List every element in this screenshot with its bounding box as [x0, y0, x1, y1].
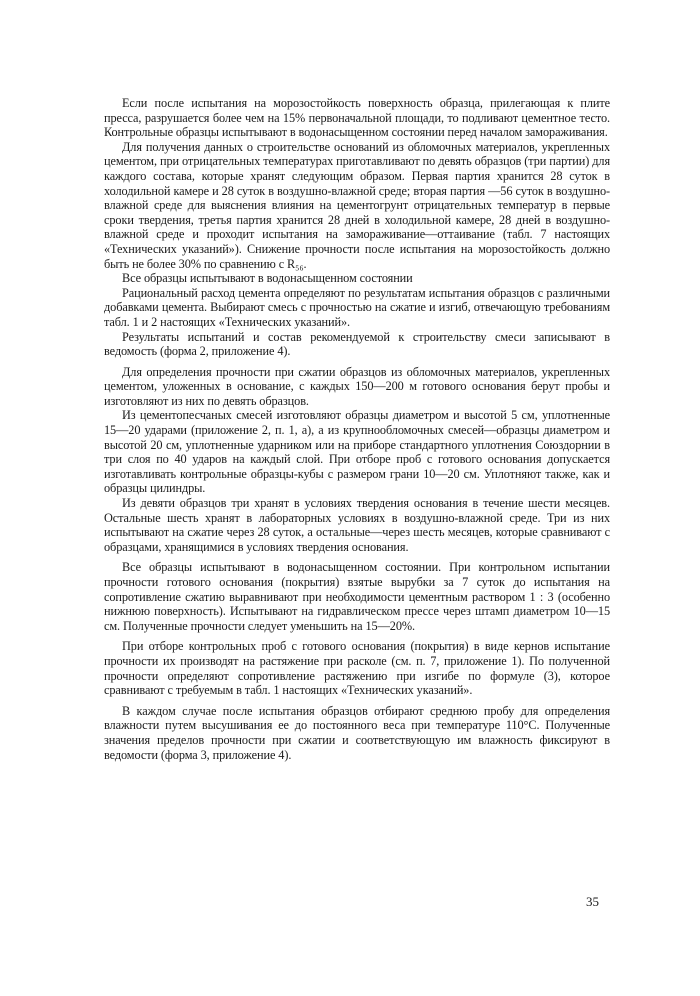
paragraph-2: Для получения данных о строительстве оснований из обломочных материалов, укрепленных цементом, при отрицательных температурах приготавливают по девять образцов (три партии) для каждого состава, которые хранят следующим образом. Первая партия хранится 28 суток в холодильной камере и 28 суток в воздушно-влажной среде; вторая партия —56 суток в воздушно-влажной среде для выяснения влияния на цементогрунт отрицательных температур в первые сроки твердения, третья партия хранится 28 дней в холодильной камере, 28 дней в воздушно-влажной среде и проходит испытания на замораживание—оттаивание (табл. 7 настоящих «Технических указаний»). Снижение прочности после испытания на морозостойкость должно быть не более 30% по сравнению с R₅₆.	[104, 139, 610, 271]
paragraph-11: В каждом случае после испытания образцов отбирают среднюю пробу для определения влажности путем высушивания ее до постоянного веса при температуре 110°С. Полученные значения пределов прочности при сжатии и соответствующую им влажность фиксируют в ведомости (форма 3, приложение 4).	[104, 703, 610, 762]
paragraph-1: Если после испытания на морозостойкость поверхность образца, прилегающая к плите пресса, разрушается более чем на 15% первоначальной площади, то подливают цементное тесто. Контрольные образцы испытывают в водонасыщенном состоянии перед началом замораживания.	[104, 96, 610, 140]
paragraph-5: Результаты испытаний и состав рекомендуемой к строительству смеси записывают в ведомость (форма 2, приложение 4).	[104, 329, 610, 359]
paragraph-4: Рациональный расход цемента определяют по результатам испытания образцов с различными добавками цемента. Выбирают смесь с прочностью на сжатие и изгиб, отвечающую требованиям табл. 1 и 2 настоящих «Технических указаний».	[104, 285, 610, 329]
paragraph-9: Все образцы испытывают в водонасыщенном состоянии. При контрольном испытании прочности готового основания (покрытия) взятые вырубки за 7 суток до испытания на сопротивление сжатию выравнивают при необходимости цементным раствором 1 : 3 (особенно нижнюю поверхность). Испытывают на гидравлическом прессе через штамп диаметром 10—15 см. Полученные прочности следует уменьшить на 15—20%.	[104, 560, 610, 633]
paragraph-7: Из цементопесчаных смесей изготовляют образцы диаметром и высотой 5 см, уплотненные 15—20 ударами (приложение 2, п. 1, а), а из крупнообломочных смесей—образцы диаметром и высотой 20 см, уплотненные ударником или на приборе стандартного уплотнения Союздорнии в три слоя по 40 ударов на каждый слой. При отборе проб с готового основания допускается изготавливать контрольные образцы-кубы с размером грани 10—20 см. Уплотняют также, как и образцы цилиндры.	[104, 408, 610, 496]
paragraph-3: Все образцы испытывают в водонасыщенном состоянии	[122, 271, 413, 286]
paragraph-8: Из девяти образцов три хранят в условиях твердения основания в течение шести месяцев. Остальные шесть хранят в лабораторных условиях в воздушно-влажной среде. Три из них испытывают на сжатие через 28 суток, а остальные—через шесть месяцев, которые сравнивают с образцами, хранящимися в условиях твердения основания.	[104, 496, 610, 554]
paragraph-10: При отборе контрольных проб с готового основания (покрытия) в виде кернов испытание прочности их производят на растяжение при расколе (см. п. 7, приложение 1). По полученной прочности определяют сопротивление растяжению при изгибе по формуле (3), которое сравнивают с требуемым в табл. 1 настоящих «Технических указаний».	[104, 639, 610, 698]
page-number: 35	[586, 894, 599, 909]
paragraph-6: Для определения прочности при сжатии образцов из обломочных материалов, укрепленных цементом, уложенных в основание, с каждых 150—200 м готового основания берут пробы и изготовляют из них по девять образцов.	[104, 364, 610, 408]
document-body	[104, 96, 610, 762]
